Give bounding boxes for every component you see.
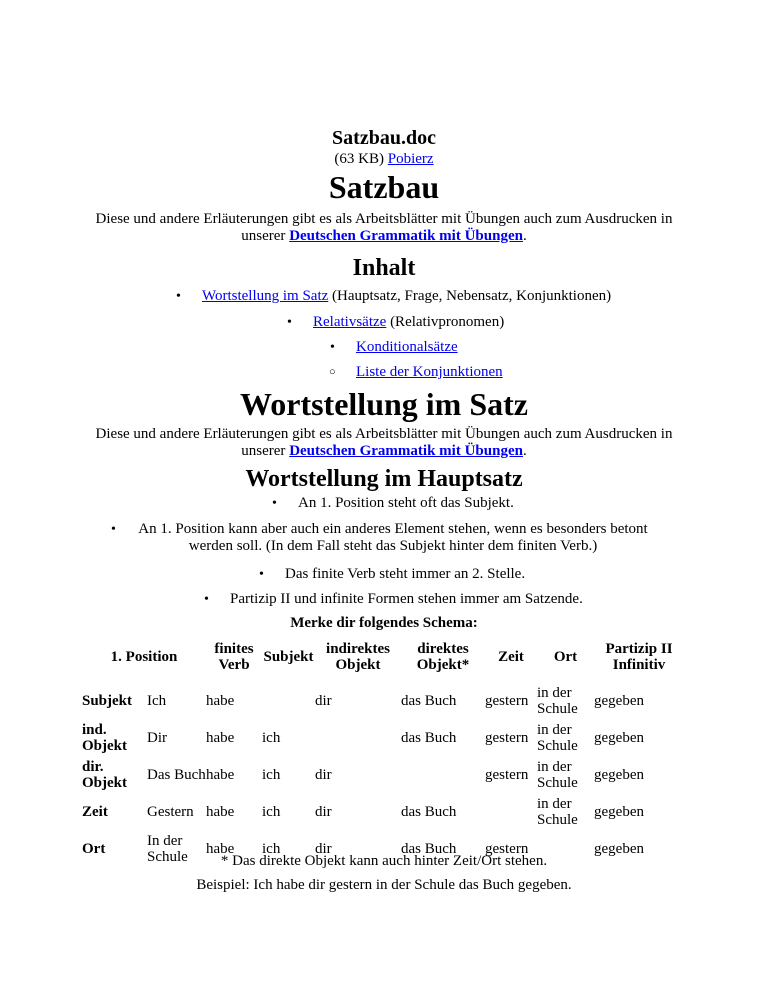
word-order-table — [82, 632, 684, 867]
contents-note: (Hauptsatz, Frage, Nebensatz, Konjunktionen) — [328, 288, 612, 304]
section-intro-line-2 — [0, 443, 768, 460]
page-title: Satzbau — [328, 169, 440, 205]
intro-paragraph — [0, 211, 768, 245]
cell: das Buch — [401, 729, 457, 746]
cell: das Buch — [401, 692, 457, 709]
header-partizip: Partizip II Infinitiv — [605, 641, 673, 673]
cell: gegeben — [594, 729, 644, 746]
row-label: dir. Objekt — [82, 758, 127, 791]
table-footnote: * Das direkte Objekt kann auch hinter Zeit/Ort stehen. — [220, 853, 548, 869]
cell: in der Schule — [537, 721, 578, 754]
header-verb: finites Verb — [214, 641, 254, 673]
file-size: (63 KB) — [334, 151, 384, 167]
cell: dir — [315, 840, 332, 857]
bullet-icon: • — [330, 340, 335, 355]
section-intro-paragraph — [0, 426, 768, 460]
cell — [401, 756, 485, 793]
intro-text: unserer — [241, 228, 290, 244]
header-ort: Ort — [553, 649, 578, 665]
header-dir-objekt: direktes Objekt* — [416, 641, 470, 673]
cell: in der Schule — [537, 795, 578, 828]
section-grammar-link[interactable]: Deutschen Grammatik mit Übungen — [289, 443, 523, 459]
cell: habe — [206, 692, 235, 709]
cell: gegeben — [594, 840, 644, 857]
cell: gegeben — [594, 803, 644, 820]
cell: gestern — [485, 692, 529, 709]
cell: dir — [315, 692, 332, 709]
cell — [485, 793, 537, 830]
cell: ich — [262, 729, 281, 746]
file-meta — [0, 150, 768, 168]
cell: ich — [262, 766, 281, 783]
row-label: Zeit — [82, 803, 108, 820]
cell: Gestern — [147, 803, 194, 820]
schema-title: Merke dir folgendes Schema: — [290, 615, 478, 631]
cell: das Buch — [401, 840, 457, 857]
rule-text-line-1: An 1. Position kann aber auch ein anderes Element stehen, wenn es besonders betont — [138, 521, 648, 537]
section-intro-text: unserer — [241, 443, 290, 459]
download-link[interactable]: Pobierz — [387, 151, 434, 167]
cell: in der Schule — [537, 684, 578, 717]
circle-bullet-icon: ○ — [329, 366, 336, 378]
cell: dir — [315, 803, 332, 820]
cell: gegeben — [594, 692, 644, 709]
contents-link-relativsaetze[interactable]: Relativsätze — [313, 314, 387, 330]
cell: Das Buch — [147, 766, 206, 783]
cell: habe — [206, 840, 235, 857]
section-heading: Wortstellung im Satz — [240, 386, 528, 422]
bullet-icon: • — [259, 567, 264, 582]
cell: habe — [206, 766, 235, 783]
header-ind-objekt: indirektes Objekt — [326, 641, 390, 673]
cell: gestern — [485, 840, 529, 857]
rule-text: Das finite Verb steht immer an 2. Stelle. — [285, 566, 526, 582]
cell: habe — [206, 803, 235, 820]
header-subjekt: Subjekt — [263, 649, 314, 665]
contents-link-wortstellung[interactable]: Wortstellung im Satz — [202, 288, 329, 304]
subsection-heading: Wortstellung im Hauptsatz — [245, 466, 523, 492]
cell: gestern — [485, 766, 529, 783]
section-intro-line-1: Diese und andere Erläuterungen gibt es als Arbeitsblätter mit Übungen auch zum Ausdrucken in — [95, 426, 673, 442]
rule-text: An 1. Position steht oft das Subjekt. — [298, 495, 514, 511]
intro-period: . — [522, 228, 527, 244]
contents-heading: Inhalt — [352, 255, 416, 281]
row-label: ind. Objekt — [82, 721, 127, 754]
file-title: Satzbau.doc — [332, 127, 436, 149]
table-row — [82, 756, 684, 793]
contents-link-konditionalsaetze[interactable]: Konditionalsätze — [356, 339, 458, 355]
cell: in der Schule — [537, 758, 578, 791]
rule-text-line-2: werden soll. (In dem Fall steht das Subjekt hinter dem finiten Verb.) — [188, 538, 598, 554]
cell — [315, 719, 401, 756]
bullet-icon: • — [287, 315, 292, 330]
table-header-row — [82, 632, 684, 682]
cell: habe — [206, 729, 235, 746]
cell: das Buch — [401, 803, 457, 820]
table-row — [82, 682, 684, 719]
cell — [262, 682, 315, 719]
row-label: Subjekt — [82, 692, 133, 709]
contents-note: (Relativpronomen) — [386, 314, 505, 330]
cell: ich — [262, 803, 281, 820]
bullet-icon: • — [272, 496, 277, 511]
bullet-icon: • — [204, 592, 209, 607]
intro-line-1: Diese und andere Erläuterungen gibt es als Arbeitsblätter mit Übungen auch zum Ausdrucken in — [95, 211, 673, 227]
cell: Dir — [147, 729, 167, 746]
example-sentence: Beispiel: Ich habe dir gestern in der Schule das Buch gegeben. — [196, 877, 572, 893]
header-position: 1. Position — [110, 649, 178, 665]
cell: gegeben — [594, 766, 644, 783]
section-intro-period: . — [522, 443, 527, 459]
row-label: Ort — [82, 840, 106, 857]
table-row — [82, 793, 684, 830]
grammar-link[interactable]: Deutschen Grammatik mit Übungen — [289, 228, 523, 244]
cell: ich — [262, 840, 281, 857]
intro-line-2 — [0, 228, 768, 245]
cell: dir — [315, 766, 332, 783]
bullet-icon: • — [111, 522, 116, 537]
rule-text: Partizip II und infinite Formen stehen immer am Satzende. — [230, 591, 583, 607]
bullet-icon: • — [176, 289, 181, 304]
rule-text — [123, 521, 663, 555]
cell: In der Schule — [147, 832, 188, 865]
table-row — [82, 719, 684, 756]
header-zeit: Zeit — [498, 649, 524, 665]
cell: Ich — [147, 692, 167, 709]
contents-link-konjunktionen[interactable]: Liste der Konjunktionen — [356, 364, 503, 380]
cell: gestern — [485, 729, 529, 746]
